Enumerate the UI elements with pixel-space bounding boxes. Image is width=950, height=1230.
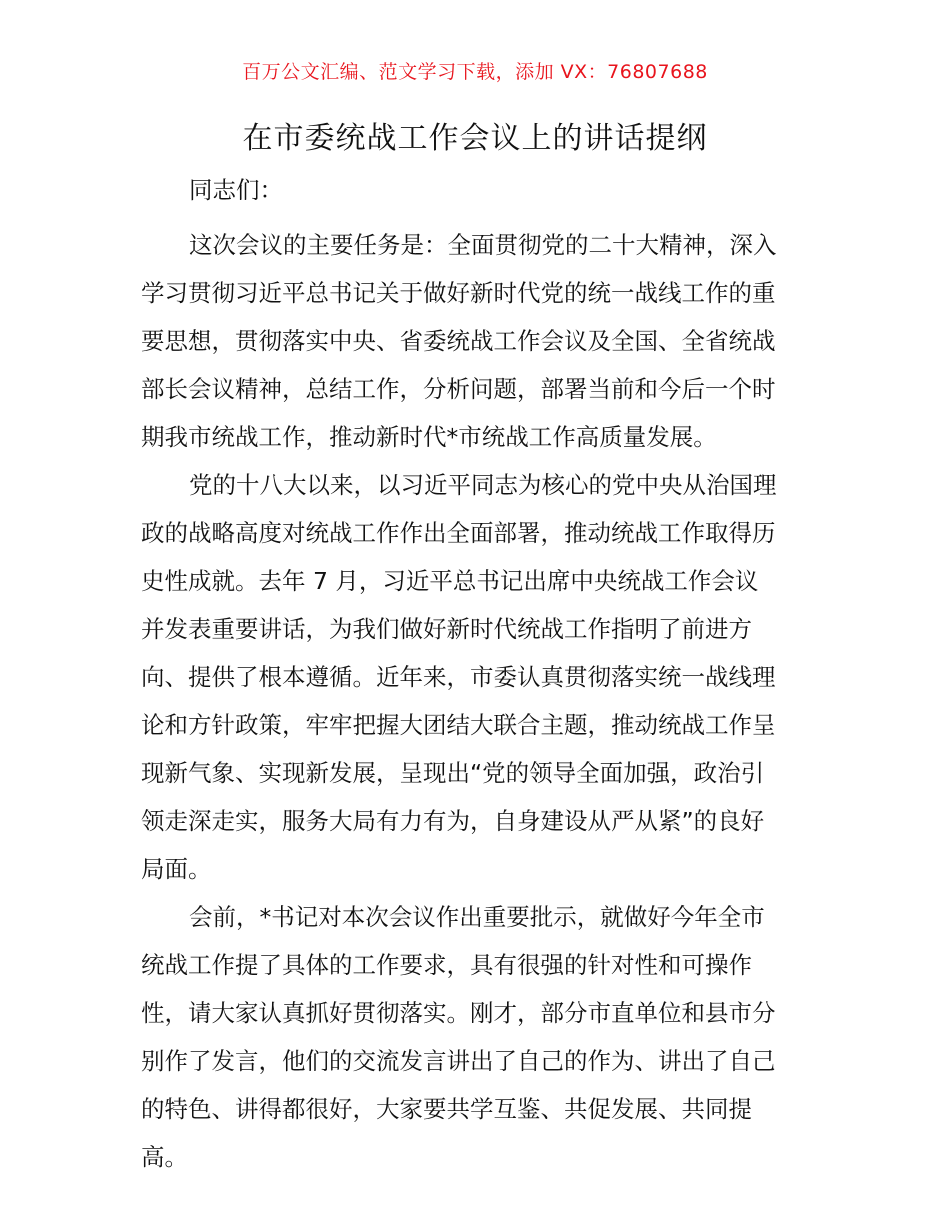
paragraph-line: 统战工作提了具体的工作要求，具有很强的针对性和可操作	[141, 951, 752, 979]
paragraph-line: 性，请大家认真抓好贯彻落实。刚才，部分市直单位和县市分	[141, 999, 776, 1027]
paragraph-line: 别作了发言，他们的交流发言讲出了自己的作为、讲出了自己	[141, 1047, 776, 1075]
paragraph-line: 向、提供了根本遵循。近年来，市委认真贯彻落实统一战线理	[141, 663, 776, 691]
paragraph-line: 要思想，贯彻落实中央、省委统战工作会议及全国、全省统战	[141, 327, 776, 355]
paragraph-line: 的特色、讲得都很好，大家要共学互鉴、共促发展、共同提	[141, 1095, 752, 1123]
watermark-banner: 百万公文汇编、范文学习下载，添加 VX：76807688	[242, 61, 708, 83]
paragraph-line: 会前，*书记对本次会议作出重要批示，就做好今年全市	[189, 903, 765, 931]
paragraph-line: 党的十八大以来，以习近平同志为核心的党中央从治国理	[189, 471, 777, 499]
paragraph-line: 期我市统战工作，推动新时代*市统战工作高质量发展。	[141, 423, 717, 451]
paragraph-line: 这次会议的主要任务是：全面贯彻党的二十大精神，深入	[189, 231, 777, 259]
paragraphs	[141, 221, 821, 1181]
paragraph	[141, 461, 821, 893]
paragraph-line: 领走深走实，服务大局有力有为，自身建设从严从紧”的良好	[141, 807, 765, 835]
paragraph-line: 现新气象、实现新发展，呈现出“党的领导全面加强，政治引	[141, 759, 765, 787]
paragraph	[141, 221, 821, 461]
document-body	[141, 166, 821, 1181]
document-title: 在市委统战工作会议上的讲话提纲	[242, 121, 708, 156]
paragraph-line: 局面。	[141, 855, 212, 883]
paragraph-line: 高。	[141, 1143, 188, 1171]
paragraph	[141, 893, 821, 1181]
paragraph-line: 论和方针政策，牢牢把握大团结大联合主题，推动统战工作呈	[141, 711, 776, 739]
paragraph-line: 部长会议精神，总结工作，分析问题，部署当前和今后一个时	[141, 375, 776, 403]
paragraph-line: 学习贯彻习近平总书记关于做好新时代党的统一战线工作的重	[141, 279, 776, 307]
paragraph-line: 史性成就。去年 7 月，习近平总书记出席中央统战工作会议	[141, 567, 759, 595]
paragraph-line: 并发表重要讲话，为我们做好新时代统战工作指明了前进方	[141, 615, 752, 643]
greeting: 同志们：	[189, 176, 283, 204]
paragraph-line: 政的战略高度对统战工作作出全面部署，推动统战工作取得历	[141, 519, 776, 547]
